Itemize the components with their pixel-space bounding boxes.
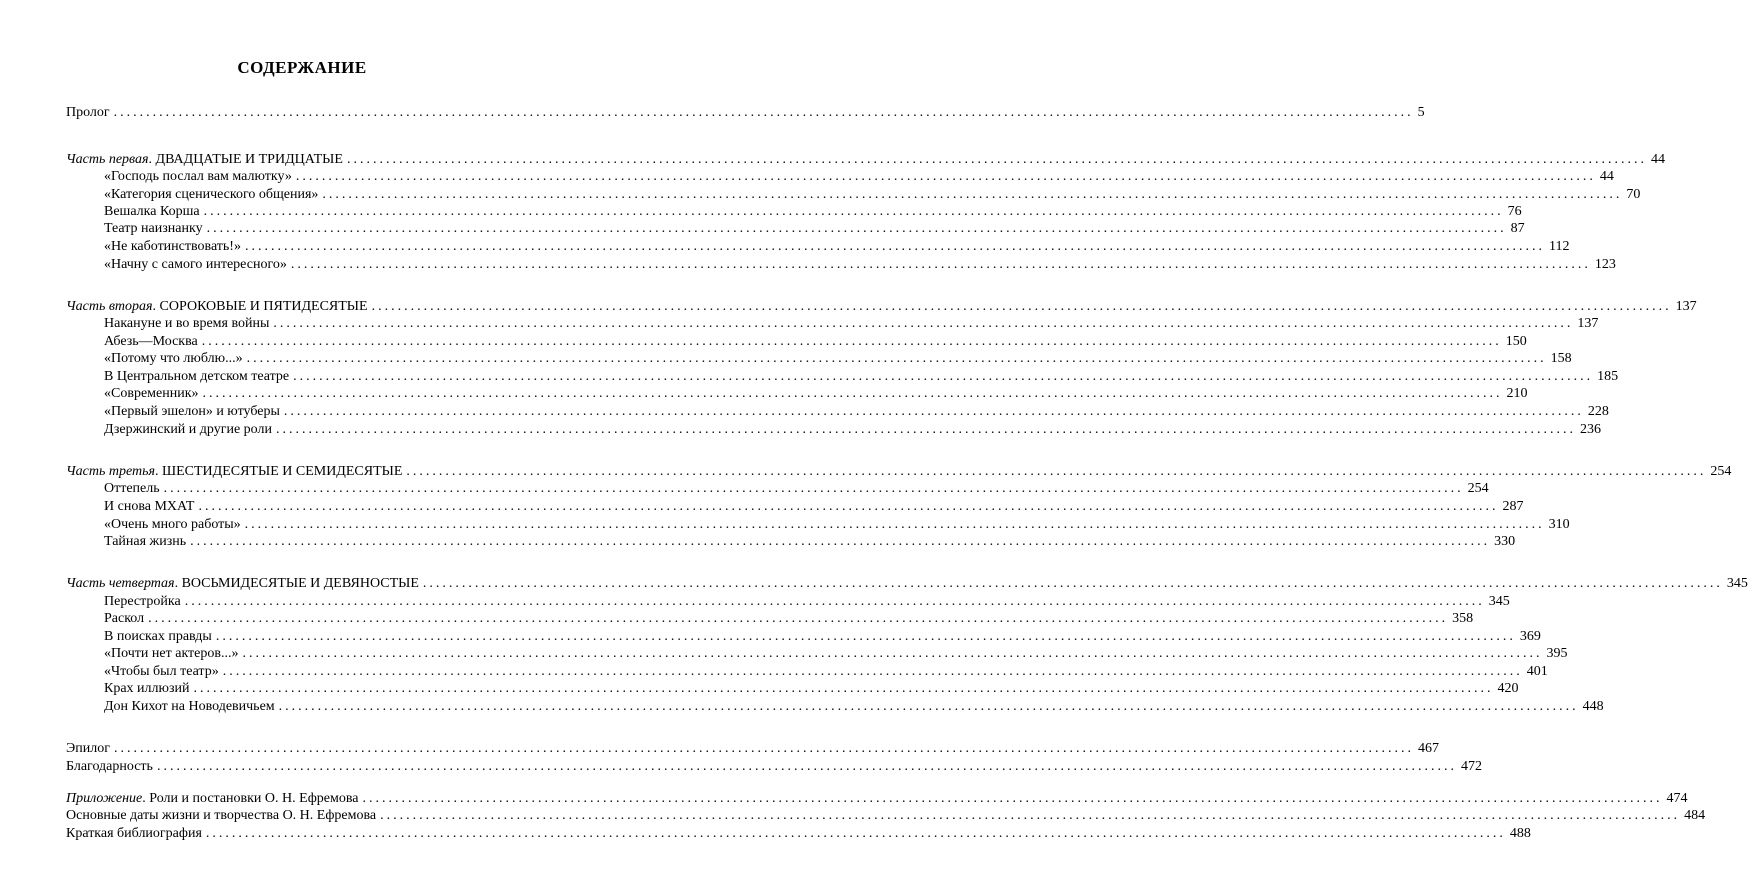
toc-entry-title: Абезь—Москва bbox=[104, 334, 198, 349]
toc-entry-label bbox=[104, 680, 190, 697]
toc-entry-label bbox=[104, 186, 318, 203]
toc-chapter-entry bbox=[104, 593, 1510, 610]
toc-entry-title: Пролог bbox=[66, 105, 110, 120]
toc-entry-title: В Центральном детском театре bbox=[104, 369, 290, 384]
toc-entry-title: «Категория сценического общения» bbox=[104, 187, 319, 202]
page-title: СОДЕРЖАНИЕ bbox=[237, 58, 367, 77]
toc-chapter-entry bbox=[104, 385, 1528, 402]
toc-entry-title: В поисках правды bbox=[104, 629, 212, 644]
dot-leader: ........................................................................................................................................................................................................ bbox=[422, 576, 1723, 591]
toc-page-number: 330 bbox=[1494, 534, 1516, 549]
toc-entry-title: . ВОСЬМИДЕСЯТЫЕ И ДЕВЯНОСТЫЕ bbox=[174, 576, 419, 591]
toc-entry-title: . ДВАДЦАТЫЕ И ТРИДЦАТЫЕ bbox=[148, 152, 343, 167]
toc-page-number: 448 bbox=[1582, 699, 1604, 714]
toc-entry-title: . ШЕСТИДЕСЯТЫЕ И СЕМИДЕСЯТЫЕ bbox=[154, 464, 403, 479]
toc-entry-label bbox=[104, 593, 181, 610]
toc-chapter-entry bbox=[104, 421, 1601, 438]
toc-page-number: 5 bbox=[1417, 105, 1425, 120]
toc-chapter-entry bbox=[104, 610, 1474, 627]
toc-page-number: 474 bbox=[1666, 791, 1688, 806]
toc-entry-label bbox=[66, 807, 376, 824]
toc-chapter-entry bbox=[104, 533, 1516, 550]
toc-entry-label bbox=[104, 238, 241, 255]
toc-entry-label bbox=[104, 421, 272, 438]
dot-leader: ........................................................................................................................................................................................................ bbox=[278, 699, 1579, 714]
toc-entry bbox=[66, 758, 1482, 775]
toc-part-entry bbox=[66, 298, 1697, 315]
toc-entry-label bbox=[66, 575, 419, 592]
toc-entry-label bbox=[66, 790, 358, 807]
dot-leader: ........................................................................................................................................................................................................ bbox=[273, 316, 1574, 331]
toc-entry-title: «Начну с самого интересного» bbox=[104, 257, 287, 272]
toc-entry-label bbox=[104, 516, 241, 533]
toc-page-number: 87 bbox=[1510, 221, 1525, 236]
toc-entry-title: Краткая библиография bbox=[66, 826, 202, 841]
dot-leader: ........................................................................................................................................................................................................ bbox=[242, 646, 1543, 661]
toc-entry-label bbox=[66, 151, 343, 168]
dot-leader: ........................................................................................................................................................................................................ bbox=[163, 481, 1464, 496]
toc-chapter-entry bbox=[104, 238, 1570, 255]
dot-leader: ........................................................................................................................................................................................................ bbox=[206, 221, 1507, 236]
toc-page-number: 369 bbox=[1519, 629, 1541, 644]
toc-entry-title: Благодарность bbox=[66, 759, 153, 774]
toc-entry-label bbox=[104, 403, 280, 420]
toc-entry-title: «Потому что люблю...» bbox=[104, 351, 243, 366]
dot-leader: ........................................................................................................................................................................................................ bbox=[380, 808, 1681, 823]
toc-entry-label bbox=[104, 168, 292, 185]
toc-entry-label bbox=[66, 463, 402, 480]
dot-leader: ........................................................................................................................................................................................................ bbox=[205, 826, 1506, 841]
toc-entry-label bbox=[104, 610, 144, 627]
toc-entry-title: Накануне и во время войны bbox=[104, 316, 270, 331]
toc-entry-title: Дзержинский и другие роли bbox=[104, 422, 272, 437]
toc-page-number: 467 bbox=[1417, 741, 1439, 756]
toc-chapter-entry bbox=[104, 516, 1570, 533]
toc-entry-prefix: Часть третья bbox=[66, 464, 155, 479]
dot-leader: ........................................................................................................................................................................................................ bbox=[362, 791, 1663, 806]
toc-entry-label bbox=[104, 315, 269, 332]
toc-entry-title: «Очень много работы» bbox=[104, 517, 241, 532]
toc-entry-title: «Господь послал вам малютку» bbox=[104, 169, 292, 184]
toc-entry-label bbox=[104, 645, 239, 662]
toc-entry-title: Оттепель bbox=[104, 481, 160, 496]
dot-leader: ........................................................................................................................................................................................................ bbox=[371, 299, 1672, 314]
dot-leader: ........................................................................................................................................................................................................ bbox=[293, 369, 1594, 384]
toc-entry-title: Вешалка Корша bbox=[104, 204, 200, 219]
toc-chapter-entry bbox=[104, 498, 1524, 515]
toc-page-number: 150 bbox=[1505, 334, 1527, 349]
toc-entry-label bbox=[66, 758, 153, 775]
toc-entry-label bbox=[104, 368, 289, 385]
toc-entry bbox=[66, 790, 1688, 807]
toc-entry-label bbox=[104, 256, 287, 273]
toc-chapter-entry bbox=[104, 220, 1525, 237]
toc-entry-label bbox=[104, 628, 212, 645]
toc-chapter-entry bbox=[104, 350, 1572, 367]
toc-entry-title: «Современник» bbox=[104, 386, 199, 401]
toc-entry-label bbox=[104, 350, 243, 367]
dot-leader: ........................................................................................................................................................................................................ bbox=[202, 386, 1503, 401]
toc-page-number: 488 bbox=[1509, 826, 1531, 841]
dot-leader: ........................................................................................................................................................................................................ bbox=[190, 534, 1491, 549]
toc-page-number: 484 bbox=[1684, 808, 1706, 823]
toc-entry-title: Театр наизнанку bbox=[104, 221, 203, 236]
toc-entry-label bbox=[104, 220, 203, 237]
toc-chapter-entry bbox=[104, 333, 1527, 350]
toc-entry-prefix: Часть первая bbox=[66, 152, 149, 167]
toc-chapter-entry bbox=[104, 480, 1489, 497]
toc-page-number: 44 bbox=[1599, 169, 1614, 184]
toc-page-number: 158 bbox=[1550, 351, 1572, 366]
toc-entry-label bbox=[104, 480, 160, 497]
toc-chapter-entry bbox=[104, 663, 1548, 680]
toc-entry bbox=[66, 825, 1531, 842]
toc-entry-title: «Чтобы был театр» bbox=[104, 664, 219, 679]
dot-leader: ........................................................................................................................................................................................................ bbox=[246, 351, 1547, 366]
dot-leader: ........................................................................................................................................................................................................ bbox=[283, 404, 1584, 419]
dot-leader: ........................................................................................................................................................................................................ bbox=[201, 334, 1502, 349]
toc-page-number: 123 bbox=[1594, 257, 1616, 272]
dot-leader: ........................................................................................................................................................................................................ bbox=[198, 499, 1499, 514]
dot-leader: ........................................................................................................................................................................................................ bbox=[148, 611, 1449, 626]
toc-page-number: 420 bbox=[1497, 681, 1519, 696]
toc-page-number: 236 bbox=[1579, 422, 1601, 437]
dot-leader: ........................................................................................................................................................................................................ bbox=[295, 169, 1596, 184]
toc-chapter-entry bbox=[104, 645, 1568, 662]
toc-chapter-entry bbox=[104, 256, 1616, 273]
toc-entry-label bbox=[104, 333, 198, 350]
toc-entry-label bbox=[104, 533, 186, 550]
toc-entry-title: Дон Кихот на Новодевичьем bbox=[104, 699, 275, 714]
toc-chapter-entry bbox=[104, 403, 1609, 420]
toc-entry-title: Раскол bbox=[104, 611, 145, 626]
toc-page-number: 210 bbox=[1506, 386, 1528, 401]
toc-entry-prefix: Часть вторая bbox=[66, 299, 153, 314]
toc-entry-label bbox=[66, 104, 110, 121]
toc-page-number: 112 bbox=[1548, 239, 1570, 254]
toc-entry-title: Крах иллюзий bbox=[104, 681, 190, 696]
toc-entry-title: «Почти нет актеров...» bbox=[104, 646, 239, 661]
toc-entry-title: . Роли и постановки О. Н. Ефремова bbox=[142, 791, 359, 806]
dot-leader: ........................................................................................................................................................................................................ bbox=[244, 239, 1545, 254]
dot-leader: ........................................................................................................................................................................................................ bbox=[156, 759, 1457, 774]
toc-entry-prefix: Приложение bbox=[66, 791, 143, 806]
toc-entry-title: . СОРОКОВЫЕ И ПЯТИДЕСЯТЫЕ bbox=[152, 299, 368, 314]
dot-leader: ........................................................................................................................................................................................................ bbox=[203, 204, 1504, 219]
dot-leader: ........................................................................................................................................................................................................ bbox=[215, 629, 1516, 644]
toc-entry-title: Перестройка bbox=[104, 594, 181, 609]
toc-entry-label bbox=[66, 825, 202, 842]
toc-entry-title: И снова МХАТ bbox=[104, 499, 195, 514]
toc-page-number: 472 bbox=[1460, 759, 1482, 774]
toc-entry bbox=[66, 807, 1706, 824]
toc-page-number: 401 bbox=[1526, 664, 1548, 679]
toc-page-number: 345 bbox=[1488, 594, 1510, 609]
toc-entry-title: Эпилог bbox=[66, 741, 110, 756]
toc-chapter-entry bbox=[104, 368, 1619, 385]
toc-page-number: 137 bbox=[1675, 299, 1697, 314]
toc-page-number: 70 bbox=[1626, 187, 1641, 202]
toc-page-number: 395 bbox=[1546, 646, 1568, 661]
toc-chapter-entry bbox=[104, 680, 1519, 697]
dot-leader: ........................................................................................................................................................................................................ bbox=[244, 517, 1545, 532]
toc-entry-label bbox=[104, 698, 275, 715]
toc-chapter-entry bbox=[104, 168, 1614, 185]
toc-entry-label bbox=[104, 498, 194, 515]
toc-entry-label bbox=[66, 298, 368, 315]
toc-entry-title: Тайная жизнь bbox=[104, 534, 187, 549]
toc-page-number: 185 bbox=[1597, 369, 1619, 384]
toc-entry bbox=[66, 740, 1439, 757]
dot-leader: ........................................................................................................................................................................................................ bbox=[322, 187, 1623, 202]
toc-page-number: 345 bbox=[1726, 576, 1748, 591]
toc-part-entry bbox=[66, 151, 1665, 168]
toc-entry-title: «Не каботинствовать!» bbox=[104, 239, 241, 254]
dot-leader: ........................................................................................................................................................................................................ bbox=[184, 594, 1485, 609]
toc-entry-label bbox=[104, 385, 199, 402]
toc-entry-label bbox=[104, 203, 200, 220]
toc-page-number: 254 bbox=[1710, 464, 1732, 479]
dot-leader: ........................................................................................................................................................................................................ bbox=[113, 105, 1414, 120]
toc-page-number: 228 bbox=[1587, 404, 1609, 419]
toc-entry bbox=[66, 104, 1425, 121]
toc-entry-label bbox=[66, 740, 110, 757]
toc-page-number: 310 bbox=[1548, 517, 1570, 532]
toc-page-number: 287 bbox=[1502, 499, 1524, 514]
toc-part-entry bbox=[66, 463, 1732, 480]
dot-leader: ........................................................................................................................................................................................................ bbox=[346, 152, 1647, 167]
toc-chapter-entry bbox=[104, 315, 1599, 332]
toc-page-number: 137 bbox=[1577, 316, 1599, 331]
dot-leader: ........................................................................................................................................................................................................ bbox=[222, 664, 1523, 679]
toc-chapter-entry bbox=[104, 203, 1522, 220]
dot-leader: ........................................................................................................................................................................................................ bbox=[275, 422, 1576, 437]
toc-page-number: 254 bbox=[1467, 481, 1489, 496]
dot-leader: ........................................................................................................................................................................................................ bbox=[406, 464, 1707, 479]
toc-chapter-entry bbox=[104, 186, 1641, 203]
toc-chapter-entry bbox=[104, 628, 1541, 645]
dot-leader: ........................................................................................................................................................................................................ bbox=[193, 681, 1494, 696]
toc-entry-title: «Первый эшелон» и ютуберы bbox=[104, 404, 280, 419]
toc-entry-prefix: Часть четвертая bbox=[66, 576, 175, 591]
toc-entry-title: Основные даты жизни и творчества О. Н. Ефремова bbox=[66, 808, 377, 823]
toc-part-entry bbox=[66, 575, 1748, 592]
dot-leader: ........................................................................................................................................................................................................ bbox=[113, 741, 1414, 756]
toc-page-number: 76 bbox=[1507, 204, 1522, 219]
dot-leader: ........................................................................................................................................................................................................ bbox=[290, 257, 1591, 272]
toc-page-number: 44 bbox=[1650, 152, 1665, 167]
toc-page-number: 358 bbox=[1452, 611, 1474, 626]
toc-entry-label bbox=[104, 663, 219, 680]
toc-chapter-entry bbox=[104, 698, 1604, 715]
